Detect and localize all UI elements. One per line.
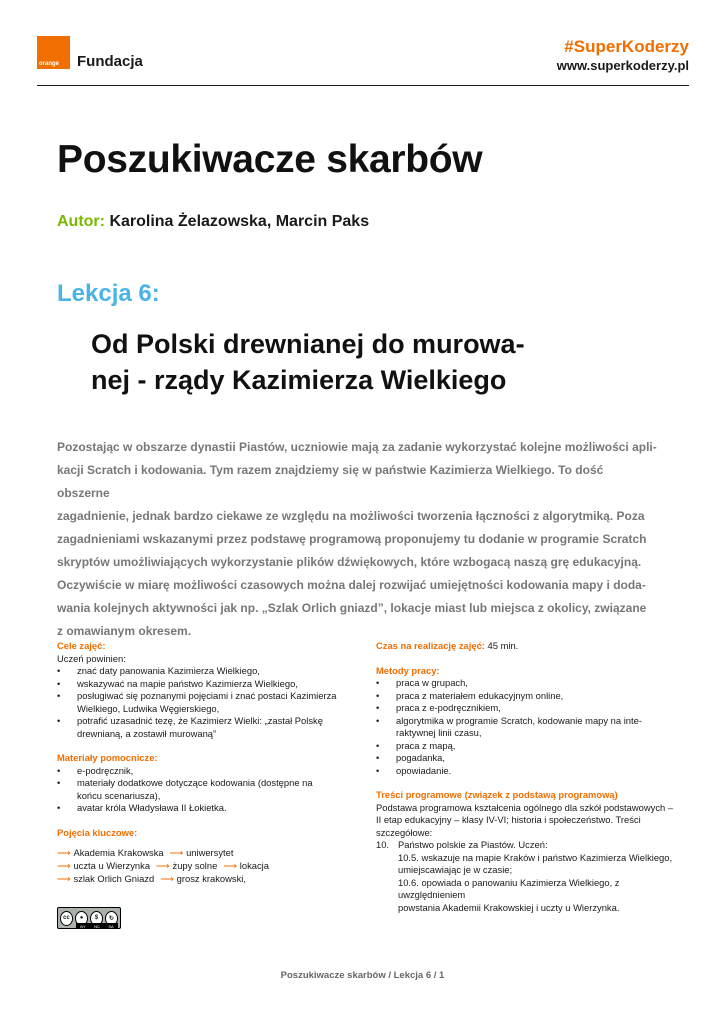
curriculum-subitems: 10.5. wskazuje na mapie Kraków i państwo Kazimierza Wielkiego, umiejscawiając je w czasie; 10.6. opowiada o panowaniu Kazimierza Wielkiego, z uwzględnieniem powstania Akademii Krakowskiej i uczty u Wierzynka. — [398, 851, 673, 913]
methods-heading: Metody pracy: — [376, 664, 440, 676]
goals-lead: Uczeń powinien: — [57, 652, 126, 664]
keyword-row — [57, 846, 357, 859]
brand-name: Fundacja — [77, 53, 143, 70]
no-commercial-icon: $ — [90, 911, 103, 926]
intro-line: Oczywiście w miarę możliwości czasowych można dalej rozwijać umiejętności kodowania mapy i doda- — [57, 578, 646, 592]
time-label: Czas na realizację zajęć: — [376, 640, 485, 651]
keyword-row — [57, 859, 357, 872]
list-item: • praca w grupach, — [376, 677, 676, 690]
methods-list — [376, 677, 676, 777]
lesson-title — [91, 326, 671, 398]
arrow-right-icon: ⟶ — [156, 860, 170, 871]
orange-logo — [37, 36, 70, 69]
intro-line: zagadnieniami wskazanymi przez podstawę programową proponujemy tu dodanie w programie Scratch — [57, 532, 647, 546]
time-value: 45 min. — [487, 640, 519, 651]
list-item: • algorytmika w programie Scratch, kodowanie mapy na inte- raktywnej linii czasu, — [376, 715, 676, 740]
cc-icon: cc — [60, 911, 73, 926]
item-text: Państwo polskie za Piastów. Uczeń: — [398, 839, 548, 850]
intro-line: wania kolejnych aktywności jak np. „Szlak Orlich gniazd”, lokacje miast lub miejsca z okolicy, związane — [57, 601, 647, 615]
list-item: • pogadanka, — [376, 752, 676, 765]
list-item: • wskazywać na mapie państwo Kazimierza Wielkiego, — [57, 678, 357, 691]
arrow-right-icon: ⟶ — [169, 847, 184, 858]
keyword-row — [57, 872, 357, 885]
cc-license-badge[interactable] — [57, 907, 121, 929]
intro-line: zagadnienie, jednak bardzo ciekawe ze względu na możliwości tworzenia łączności z algorytmiką. Poza — [57, 509, 645, 523]
intro-line: z omawianym okresem. — [57, 624, 192, 638]
keyword: szlak Orlich Gniazd — [73, 873, 155, 884]
intro-line: skryptów umożliwiających wykorzystanie plików dźwiękowych, które wzbogacą naszą grę edukacyjną. — [57, 555, 642, 569]
keywords-list — [57, 846, 357, 885]
left-column — [57, 640, 357, 885]
list-item: • praca z e-podręcznikiem, — [376, 702, 676, 715]
arrow-right-icon: ⟶ — [223, 860, 237, 871]
share-alike-icon: ↻ — [105, 911, 118, 926]
keyword: żupy solne — [172, 860, 218, 871]
goals-list — [57, 665, 357, 740]
list-item: • praca z mapą, — [376, 740, 676, 753]
keyword: lokacja — [239, 860, 269, 871]
list-item: • opowiadanie. — [376, 765, 676, 778]
logo-text: orange — [39, 61, 60, 67]
page-footer: Poszukiwacze skarbów / Lekcja 6 / 1 — [280, 970, 445, 981]
intro-line: kacji Scratch i kodowania. Tym razem znajdziemy się w państwie Kazimierza Wielkiego. To dość obszerne — [57, 463, 604, 500]
curriculum-intro: Podstawa programowa kształcenia ogólnego dla szkół podstawowych – II etap edukacyjny – klasy IV-VI; historia i społeczeństwo. Treści szczegółowe: — [376, 801, 674, 838]
lesson-number: Lekcja 6: — [57, 280, 160, 307]
item-number: 10. — [376, 839, 390, 850]
keyword: grosz krakowski, — [176, 873, 246, 884]
list-item: • avatar króla Władysława II Łokietka. — [57, 802, 357, 815]
hashtag: #SuperKoderzy — [564, 37, 689, 56]
page-header — [37, 36, 689, 86]
keyword: uczta u Wierzynka — [73, 860, 151, 871]
list-item: • materiały dodatkowe dotyczące kodowania (dostępne na końcu scenariusza), — [57, 777, 357, 802]
arrow-right-icon: ⟶ — [57, 873, 71, 884]
list-item: • potrafić uzasadnić tezę, że Kazimierz Wielki: „zastał Polskę drewnianą, a zostawił murowaną” — [57, 715, 357, 740]
lesson-title-line: nej - rządy Kazimierza Wielkiego — [91, 365, 507, 395]
keyword: uniwersytet — [186, 847, 234, 858]
time-info — [376, 640, 676, 653]
keywords-heading: Pojęcia kluczowe: — [57, 826, 138, 838]
arrow-right-icon: ⟶ — [57, 847, 71, 858]
arrow-right-icon: ⟶ — [160, 873, 174, 884]
header-divider — [37, 85, 689, 86]
page-title: Poszukiwacze skarbów — [57, 138, 483, 181]
list-item: • e-podręcznik, — [57, 765, 357, 778]
keyword: Akademia Krakowska — [73, 847, 164, 858]
materials-list — [57, 765, 357, 815]
curriculum-heading: Treści programowe (związek z podstawą programową) — [376, 789, 618, 800]
person-icon: ● — [75, 911, 88, 926]
goals-heading: Cele zajęć: — [57, 640, 106, 651]
list-item: • posługiwać się poznanymi pojęciami i znać postaci Kazimierza Wielkiego, Ludwika Węgierskiego, — [57, 690, 357, 715]
cc-badge-labels: BY NC SA — [76, 923, 118, 929]
list-item: • znać daty panowania Kazimierza Wielkiego, — [57, 665, 357, 678]
list-item: • praca z materiałem edukacyjnym online, — [376, 690, 676, 703]
authors — [57, 213, 369, 231]
arrow-right-icon: ⟶ — [57, 860, 71, 871]
lesson-title-line: Od Polski drewnianej do murowa- — [91, 329, 525, 359]
right-column — [376, 640, 676, 914]
authors-label: Autor: — [57, 213, 105, 230]
intro-paragraph — [57, 436, 657, 643]
site-url[interactable]: www.superkoderzy.pl — [556, 58, 689, 73]
curriculum-item — [376, 839, 676, 852]
materials-heading: Materiały pomocnicze: — [57, 752, 158, 763]
intro-line: Pozostając w obszarze dynastii Piastów, uczniowie mają za zadanie wykorzystać kolejne możliwości apli- — [57, 440, 657, 454]
authors-names: Karolina Żelazowska, Marcin Paks — [109, 213, 370, 230]
